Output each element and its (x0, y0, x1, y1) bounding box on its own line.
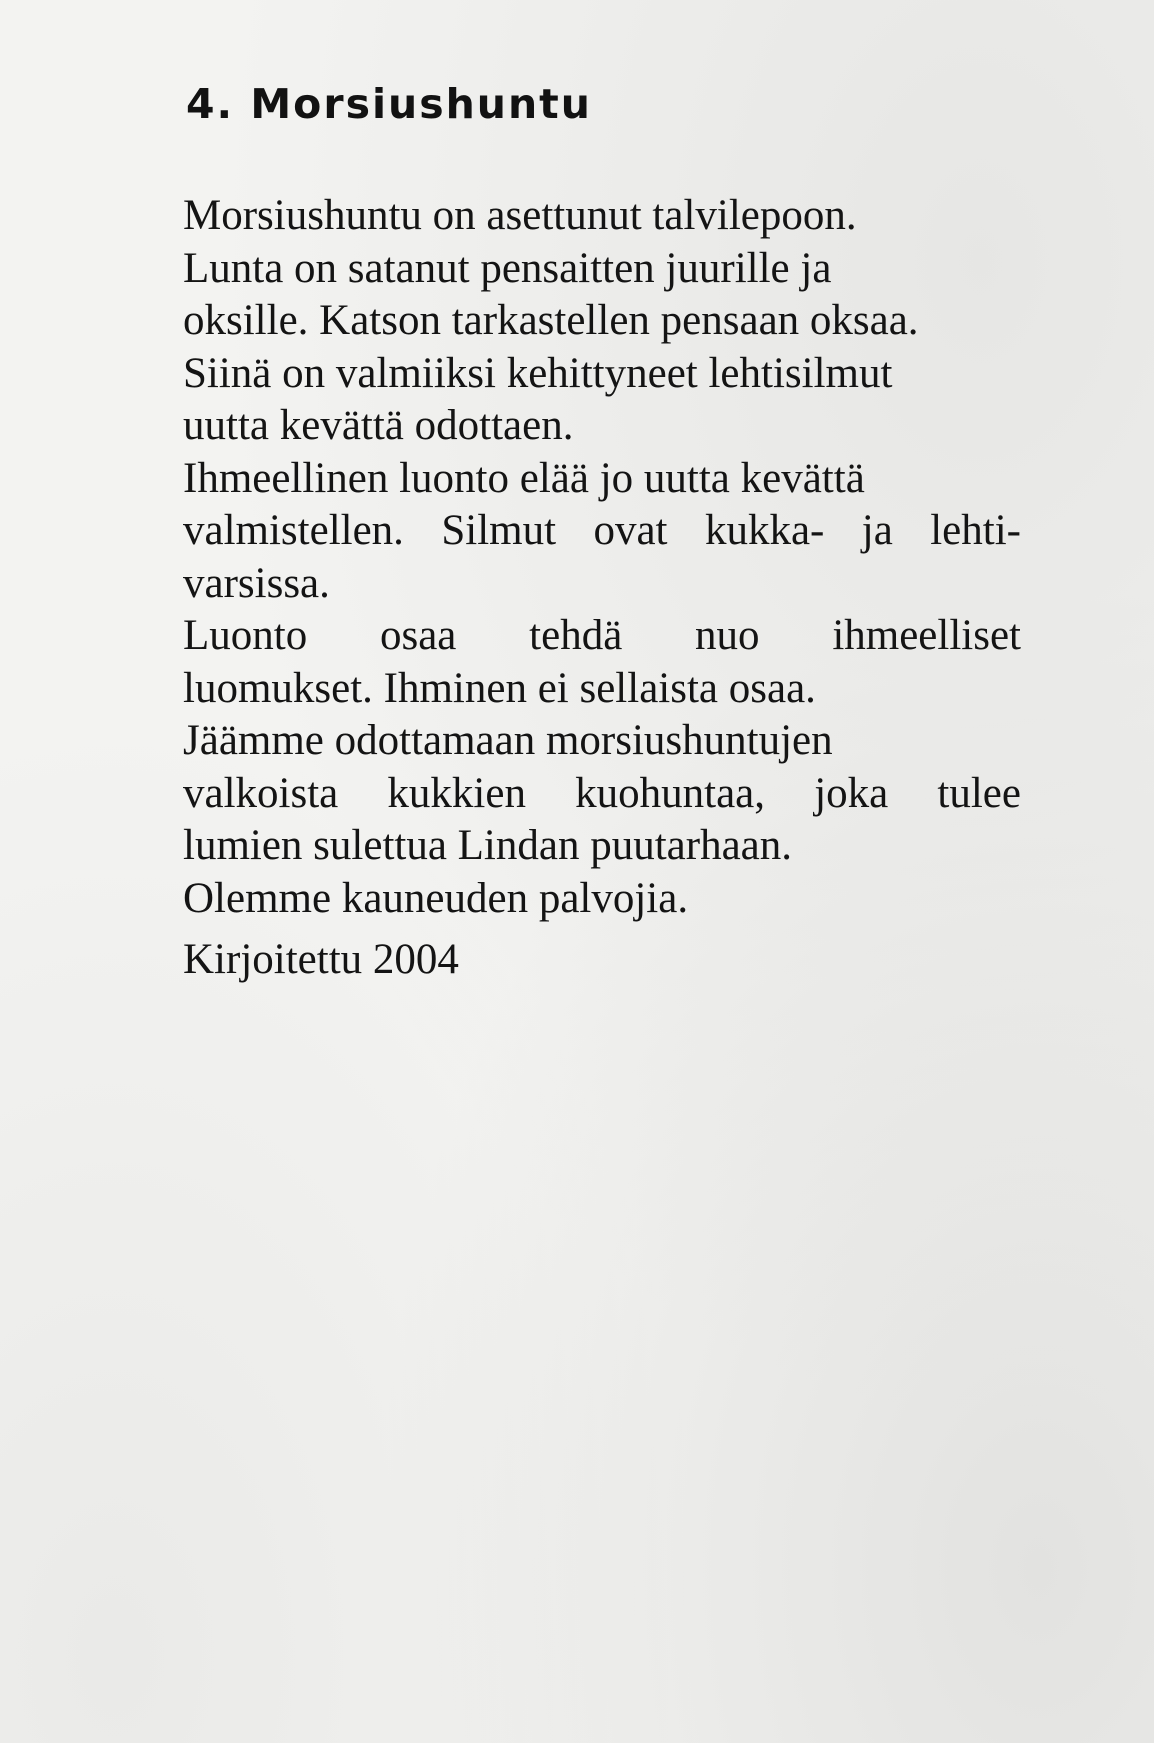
word: nuo (695, 612, 760, 659)
text-line-justified (183, 505, 1021, 558)
text-line-justified (183, 768, 1021, 821)
text-line: uutta kevättä odottaen. (183, 402, 574, 449)
word: lehti- (930, 507, 1021, 554)
word: kukkien (387, 769, 526, 817)
text-line: Morsiushuntu on asettunut talvilepoon. (183, 192, 857, 239)
word: tulee (937, 769, 1021, 817)
word: valmistellen. (183, 507, 404, 554)
word: kuohuntaa, (575, 769, 766, 817)
word: ovat (593, 507, 668, 554)
text-line: oksille. Katson tarkastellen pensaan oksaa. (183, 297, 919, 344)
word: kukka- (704, 507, 825, 554)
text-line: lumien sulettua Lindan puutarhaan. (183, 822, 792, 869)
poem-body (183, 190, 1023, 925)
text-line: luomukset. Ihminen ei sellaista osaa. (183, 664, 816, 712)
word: Silmut (441, 507, 557, 554)
word: joka (814, 769, 889, 817)
word: tehdä (529, 612, 623, 659)
text-line: varsissa. (183, 559, 330, 607)
text-line: Ihmeellinen luonto elää jo uutta kevättä (183, 454, 865, 502)
text-line: Jäämme odottamaan morsiushuntujen (183, 717, 833, 764)
written-date: Kirjoitettu 2004 (183, 936, 459, 983)
text-line-justified (183, 610, 1021, 663)
word: ja (861, 507, 893, 554)
text-line: Siinä on valmiiksi kehittyneet lehtisilmut (183, 349, 893, 397)
word: ihmeelliset (832, 612, 1021, 659)
word: osaa (379, 612, 457, 659)
word: Luonto (183, 612, 308, 659)
chapter-heading: 4. Morsiushuntu (186, 80, 592, 128)
text-line: Lunta on satanut pensaitten juurille ja (183, 244, 832, 292)
text-line: Olemme kauneuden palvojia. (183, 874, 689, 922)
word: valkoista (183, 769, 339, 817)
